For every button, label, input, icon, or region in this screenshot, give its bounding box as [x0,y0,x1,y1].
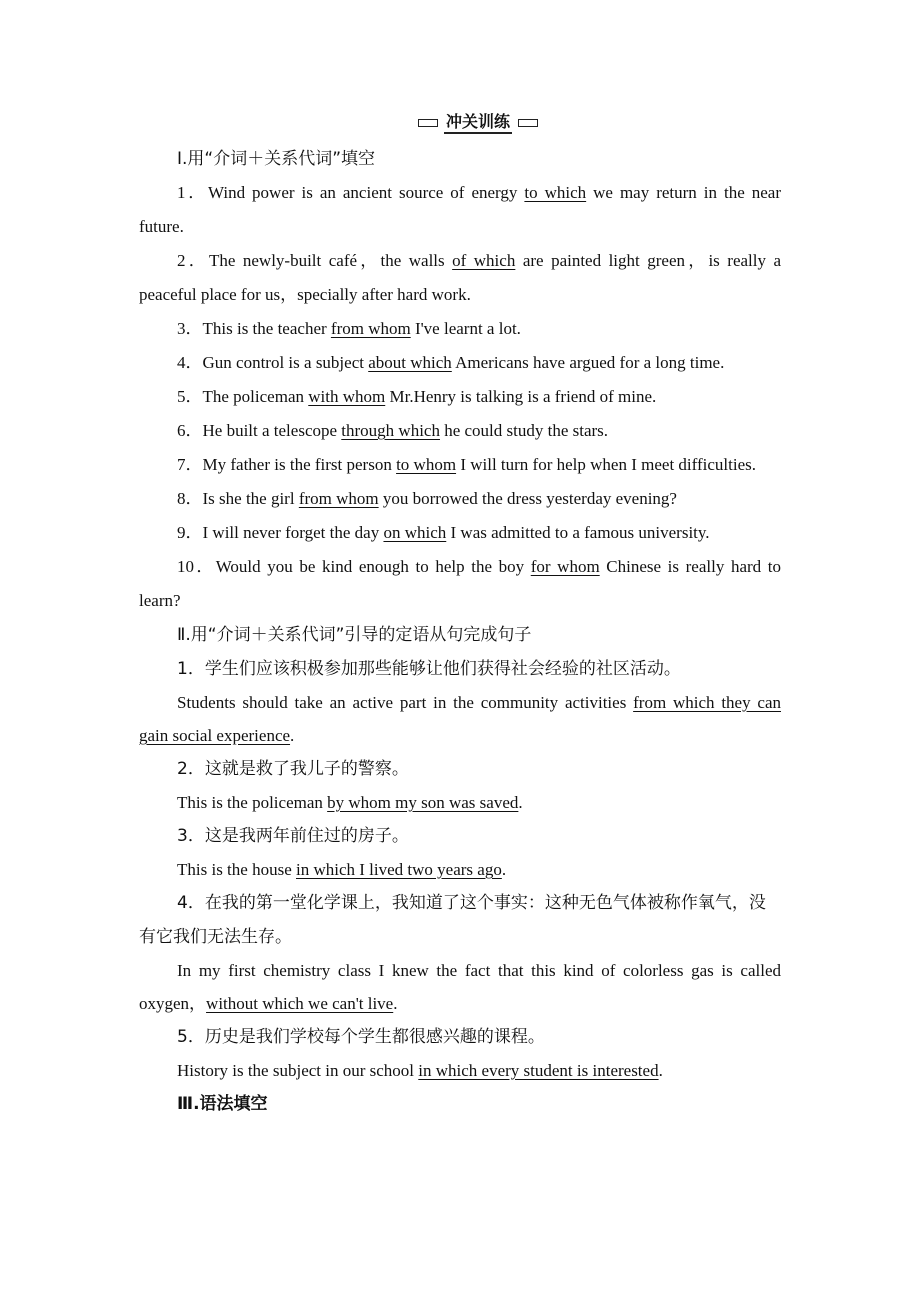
exercise-item [139,380,781,414]
item-number: 6． [177,421,203,440]
item-text-after: are painted light green，is really a peaceful place for us，specially after hard work. [139,251,782,304]
exercise-item [139,244,781,312]
section2-list [139,652,781,1087]
answer-blank: from whom [330,319,411,338]
item-text-before: This is the teacher [202,319,331,338]
item-text-after: we may return in the near future. [139,183,781,236]
item-text-after: I've learnt a lot. [410,319,521,338]
sentence-text-after: . [393,994,398,1013]
section2-heading: Ⅱ.用“介词＋关系代词”引导的定语从句完成句子 [177,625,532,645]
exercise-item [139,550,781,618]
chinese-prompt: 5．历史是我们学校每个学生都很感兴趣的课程。 [177,1027,545,1047]
item-number: 5． [177,387,203,406]
sentence-text-after: . [658,1061,663,1080]
sentence-text-after: . [501,860,507,879]
english-sentence [139,1054,781,1087]
item-number: 9． [177,523,203,542]
chinese-prompt: 1．学生们应该积极参加那些能够让他们获得社会经验的社区活动。 [177,659,681,679]
banner-left-rule [418,119,438,127]
answer-blank: without which we can't live [206,994,394,1013]
answer-blank: for whom [530,557,600,576]
item-text-after: Chinese is really hard to learn? [139,557,781,610]
item-number: 7． [177,455,203,474]
sentence-text-after: . [290,726,295,745]
item-text-before: He built a telescope [202,421,342,440]
item-number: 1． [177,183,208,202]
exercise-item [139,176,781,244]
item-number: 2． [177,251,209,270]
item-text-after: Mr.Henry is talking is a friend of mine. [385,387,657,406]
banner-title: 冲关训练 [444,112,512,134]
banner [139,108,781,142]
content [139,108,781,1121]
answer-blank: on which [383,523,447,542]
english-sentence [139,853,781,886]
item-text-before: I will never forget the day [202,523,384,542]
item-text-before: My father is the first person [202,455,397,474]
exercise-item [139,346,781,380]
answer-blank: of which [452,251,516,270]
sentence-text-after: . [518,793,523,812]
answer-blank: through which [341,421,440,440]
answer-blank: in which every student is interested [418,1061,659,1080]
english-sentence [139,786,781,819]
exercise-item [139,516,781,550]
item-text-after: he could study the stars. [439,421,609,440]
sentence-text-before: This is the house [177,860,296,879]
section1-list [139,176,781,618]
item-text-before: The newly-built café，the walls [208,251,453,270]
item-number: 8． [177,489,203,508]
item-text-before: Gun control is a subject [202,353,369,372]
exercise-item [139,414,781,448]
sentence-text-before: This is the policeman [177,793,328,812]
item-text-after: I will turn for help when I meet difficulties. [456,455,757,474]
exercise-item [139,482,781,516]
exercise-item [139,312,781,346]
chinese-prompt: 4．在我的第一堂化学课上，我知道了这个事实：这种无色气体被称作氧气，没有它我们无法生存。 [139,893,766,947]
item-text-before: Wind power is an ancient source of energy [207,183,525,202]
sentence-text-before: Students should take an active part in the community activities [177,693,634,712]
chinese-prompt: 3．这是我两年前住过的房子。 [177,826,409,846]
answer-blank: by whom my son was saved [327,793,519,812]
section1-heading: Ⅰ.用“介词＋关系代词”填空 [177,149,376,169]
answer-blank: from whom [298,489,379,508]
answer-blank: to which [524,183,587,202]
sentence-text-before: History is the subject in our school [177,1061,419,1080]
answer-blank: from which they can gain social experience [139,693,781,745]
item-text-after: I was admitted to a famous university. [446,523,710,542]
item-number: 3． [177,319,203,338]
answer-blank: in which I lived two years ago [296,860,502,879]
item-text-after: Americans have argued for a long time. [451,353,725,372]
item-text-before: Is she the girl [202,489,299,508]
item-text-before: The policeman [202,387,309,406]
exercise-item [139,448,781,482]
answer-blank: about which [368,353,452,372]
chinese-prompt: 2．这就是救了我儿子的警察。 [177,759,409,779]
item-text-before: Would you be kind enough to help the boy [215,557,531,576]
item-number: 10． [177,557,216,576]
item-number: 4． [177,353,203,372]
section3-heading: Ⅲ.语法填空 [177,1094,268,1114]
english-sentence [139,686,781,752]
item-text-after: you borrowed the dress yesterday evening? [378,489,677,508]
answer-blank: with whom [308,387,386,406]
banner-right-rule [518,119,538,127]
sentence-text-before: In my first chemistry class I knew the fact that this kind of colorless gas is called oxygen， [139,961,781,1013]
answer-blank: to whom [396,455,457,474]
english-sentence [139,954,781,1020]
